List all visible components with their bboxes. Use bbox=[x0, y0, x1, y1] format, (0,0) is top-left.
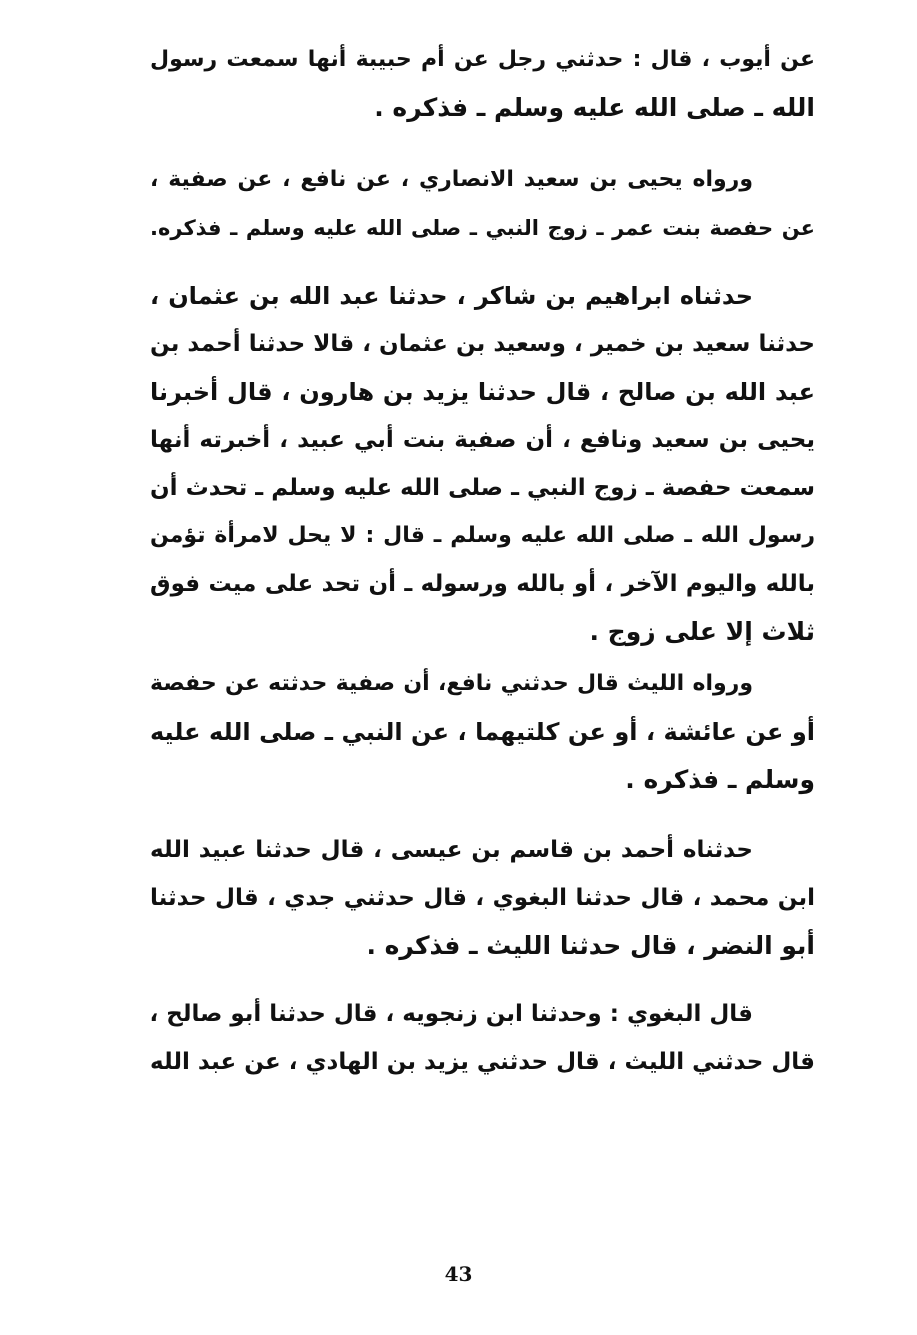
text-line: قال البغوي : وحدثنا ابن زنجويه ، قال حدثنا أبو صالح ، bbox=[150, 1001, 753, 1027]
text-line: أبو النضر ، قال حدثنا الليث ـ فذكره . bbox=[366, 931, 815, 960]
paragraph-1 bbox=[150, 36, 815, 132]
text-line: الله ـ صلى الله عليه وسلم ـ فذكره . bbox=[374, 93, 815, 122]
text-line: رسول الله ـ صلى الله عليه وسلم ـ قال : لا يحل لامرأة تؤمن bbox=[150, 523, 815, 548]
text-line: وسلم ـ فذكره . bbox=[625, 765, 815, 794]
page-number: 43 bbox=[444, 1262, 473, 1286]
paragraph-5 bbox=[150, 826, 815, 970]
text-line: حدثنا سعيد بن خمير ، وسعيد بن عثمان ، قالا حدثنا أحمد بن bbox=[150, 331, 815, 357]
text-line: بالله واليوم الآخر ، أو بالله ورسوله ـ أن تحد على ميت فوق bbox=[150, 571, 815, 597]
text-line: سمعت حفصة ـ زوج النبي ـ صلى الله عليه وسلم ـ تحدث أن bbox=[150, 475, 815, 501]
paragraph-2 bbox=[150, 156, 815, 252]
text-line: عبد الله بن صالح ، قال حدثنا يزيد بن هارون ، قال أخبرنا bbox=[150, 378, 815, 406]
paragraph-4 bbox=[150, 660, 815, 804]
text-line: ورواه يحيى بن سعيد الانصاري ، عن نافع ، عن صفية ، bbox=[150, 167, 753, 192]
text-line: حدثناه ابراهيم بن شاكر ، حدثنا عبد الله بن عثمان ، bbox=[150, 282, 753, 310]
text-line: ورواه الليث قال حدثني نافع، أن صفية حدثته عن حفصة bbox=[150, 671, 753, 696]
paragraph-3 bbox=[150, 272, 815, 656]
text-line: يحيى بن سعيد ونافع ، أن صفية بنت أبي عبيد ، أخبرته أنها bbox=[150, 427, 815, 453]
text-line: عن حفصة بنت عمر ـ زوج النبي ـ صلى الله عليه وسلم ـ فذكره. bbox=[150, 216, 815, 240]
text-line: أو عن عائشة ، أو عن كلتيهما ، عن النبي ـ صلى الله عليه bbox=[150, 718, 815, 746]
paragraph-6 bbox=[150, 990, 815, 1086]
text-line: ثلاث إلا على زوج . bbox=[589, 617, 815, 646]
text-line: ابن محمد ، قال حدثنا البغوي ، قال حدثني جدي ، قال حدثنا bbox=[150, 885, 815, 911]
text-line: حدثناه أحمد بن قاسم بن عيسى ، قال حدثنا عبيد الله bbox=[150, 837, 753, 863]
text-line: قال حدثني الليث ، قال حدثني يزيد بن الهادي ، عن عبد الله bbox=[150, 1049, 815, 1075]
text-line: عن أيوب ، قال : حدثني رجل عن أم حبيبة أنها سمعت رسول bbox=[150, 47, 815, 72]
